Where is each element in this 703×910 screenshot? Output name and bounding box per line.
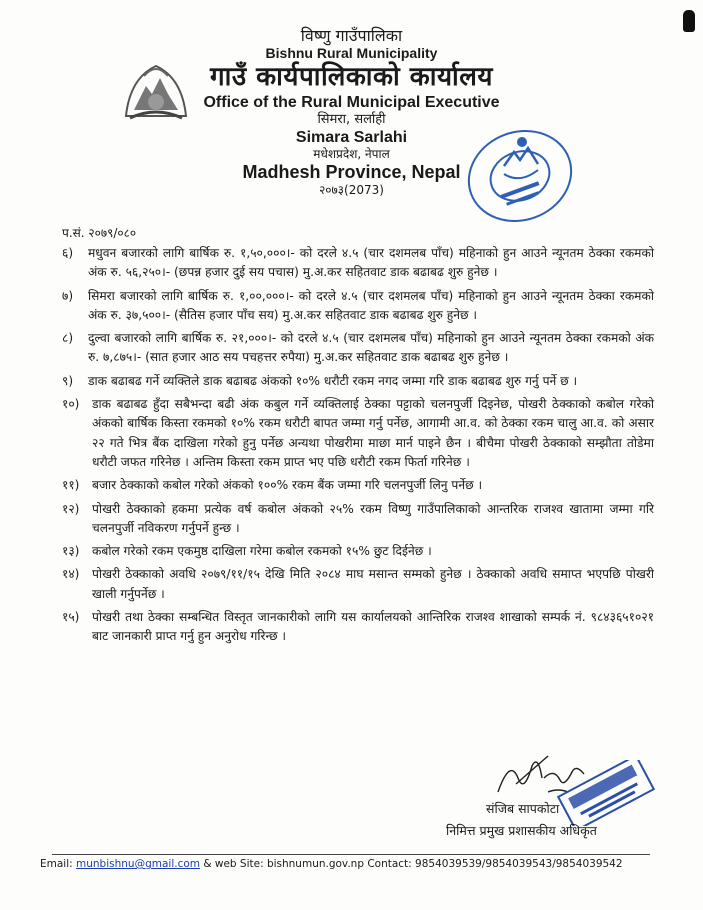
clause-text: पोखरी ठेक्काको हकमा प्रत्येक वर्ष कबोल अंकको २५% रकम विष्णु गाउँपालिकाको आन्तरिक राजश्व खातामा जम्मा गरि चलनपुर्जी नविकरण गर्नुपर्ने हुन्छ ।	[92, 501, 654, 535]
footer-contact-text: & web Site: bishnumun.gov.np Contact: 9854039539/9854039543/9854039542	[200, 858, 623, 870]
established-year: २०७३(2073)	[319, 183, 384, 198]
clause-number: १०)	[62, 397, 80, 412]
notice-body	[62, 244, 654, 651]
clause-15	[62, 608, 654, 647]
clause-number: ११)	[62, 478, 80, 493]
reference-number: प.सं. २०७९/०८०	[62, 226, 137, 240]
clause-text: पोखरी ठेक्काको अवधि २०७९/११/१५ देखि मिति २०८४ माघ मसान्त सम्मको हुनेछ । ठेक्काको अवधि समाप्त भएपछि पोखरी खाली गर्नुपर्नेछ ।	[92, 567, 654, 601]
clause-text: डाक बढाबढ गर्ने व्यक्तिले डाक बढाबढ अंकको १०% धरौटी रकम नगद जम्मा गरि डाक बढाबढ शुरु गर्नु पर्ने छ ।	[88, 373, 578, 388]
clause-10	[62, 395, 654, 472]
signatory-name: संजिब सापकोटा	[486, 801, 560, 816]
clause-6	[62, 244, 654, 283]
clause-number: १३)	[62, 544, 80, 559]
footer-divider	[52, 854, 650, 855]
clause-number: ६)	[62, 246, 74, 260]
office-seal-stamp	[460, 126, 580, 226]
letterhead	[0, 26, 703, 198]
clause-text: डाक बढाबढ हुँदा सबैभन्दा बढी अंक कबुल गर्ने व्यक्तिलाई ठेक्का पट्टाको चलनपुर्जी दिइनेछ, पोखरी ठेक्काको कबोल गरेको अंकको बार्षिक किस्ता रकमको १०% रकम धरौटी बापत जम्मा गर्नु पर्नेछ, आगामी आ.व. को ठेक्का रकम चालु आ.व. को असार २२ गते भित्र बैंक दाखिला गरेको हुनु पर्नेछ अन्यथा पोखरीमा माछा मार्न पाइने छैन । बीचैमा पोखरी ठेक्काको सम्झौता तोडेमा धरौटी जफत गरिनेछ । अन्तिम किस्ता रकम प्राप्त भए पछि धरौटी रकम फिर्ता गरिनेछ ।	[92, 397, 654, 469]
province-nepali: मधेशप्रदेश, नेपाल	[313, 147, 390, 162]
province-english: Madhesh Province, Nepal	[242, 161, 461, 182]
clause-number: १५)	[62, 610, 80, 625]
clause-number: ८)	[62, 331, 74, 346]
clause-7	[62, 287, 654, 326]
office-name-english: Office of the Rural Municipal Executive	[203, 94, 500, 112]
clause-text: दुल्वा बजारको लागि बार्षिक रु. २१,०००।- को दरले ४.५ (चार दशमलब पाँच) महिनाको हुन आउने न्यूनतम ठेक्का रकमको अंक रु. ७,८७५।- (सात हजार आठ सय पचहत्तर रुपैया) मु.अ.कर सहितवाट डाक बढाबढ शुरु हुनेछ ।	[88, 331, 654, 365]
clause-12	[62, 500, 654, 539]
clause-11	[62, 476, 654, 495]
clause-8	[62, 329, 654, 368]
clause-text: सिमरा बजारको लागि बार्षिक रु. १,००,०००।- को दरले ४.५ (चार दशमलब पाँच) महिनाको हुन आउने न्यूनतम ठेक्का रकमको अंक रु. ३७,५००।- (सैतिस हजार पाँच सय) मु.अ.कर सहितवाट डाक बढाबढ शुरु हुनेछ ।	[88, 288, 654, 322]
signatory-name-stamp	[556, 760, 656, 826]
clause-number: ९)	[62, 373, 74, 388]
clause-text: बजार ठेक्काको कबोल गरेको अंकको १००% रकम बैंक जम्मा गरि चलनपुर्जी लिनु पर्नेछ ।	[92, 478, 483, 493]
municipality-name-nepali: विष्णु गाउँपालिका	[300, 26, 403, 45]
email-label: Email:	[40, 858, 77, 870]
clause-text: मधुवन बजारको लागि बार्षिक रु. १,५०,०००।- को दरले ४.५ (चार दशमलब पाँच) महिनाको हुन आउने न्यूनतम ठेक्का रकमको अंक रु. ५६,२५०।- (छपन्न हजार दुई सय पचास) मु.अ.कर सहितवाट डाक बढाबढ शुरु हुनेछ ।	[88, 246, 654, 280]
signatory-designation: निमित्त प्रमुख प्रशासकीय अधिकृत	[446, 823, 597, 838]
clause-text: कबोल गरेको रकम एकमुष्ठ दाखिला गरेमा कबोल रकमको १५% छुट दिईनेछ ।	[92, 544, 432, 559]
place-nepali: सिमरा, सर्लाही	[317, 112, 386, 128]
office-name-nepali: गाउँ कार्यपालिकाको कार्यालय	[210, 61, 493, 92]
clause-number: १४)	[62, 567, 80, 582]
clause-13	[62, 542, 654, 561]
clause-text: पोखरी तथा ठेक्का सम्बन्धित विस्तृत जानकारीको लागि यस कार्यालयको आन्तिरिक राजश्व शाखाको सम्पर्क नं. ९८४३६५१०२१ बाट जानकारी प्राप्त गर्नु हुन अनुरोध गरिन्छ ।	[92, 610, 654, 644]
clause-number: १२)	[62, 501, 80, 516]
municipality-name-english: Bishnu Rural Municipality	[265, 45, 438, 62]
clause-14	[62, 565, 654, 604]
email-link[interactable]: munbishnu@gmail.com	[76, 858, 200, 870]
clause-9	[62, 372, 654, 391]
footer-contact	[40, 858, 664, 870]
place-english: Simara Sarlahi	[295, 128, 408, 146]
clause-number: ७)	[62, 288, 74, 303]
